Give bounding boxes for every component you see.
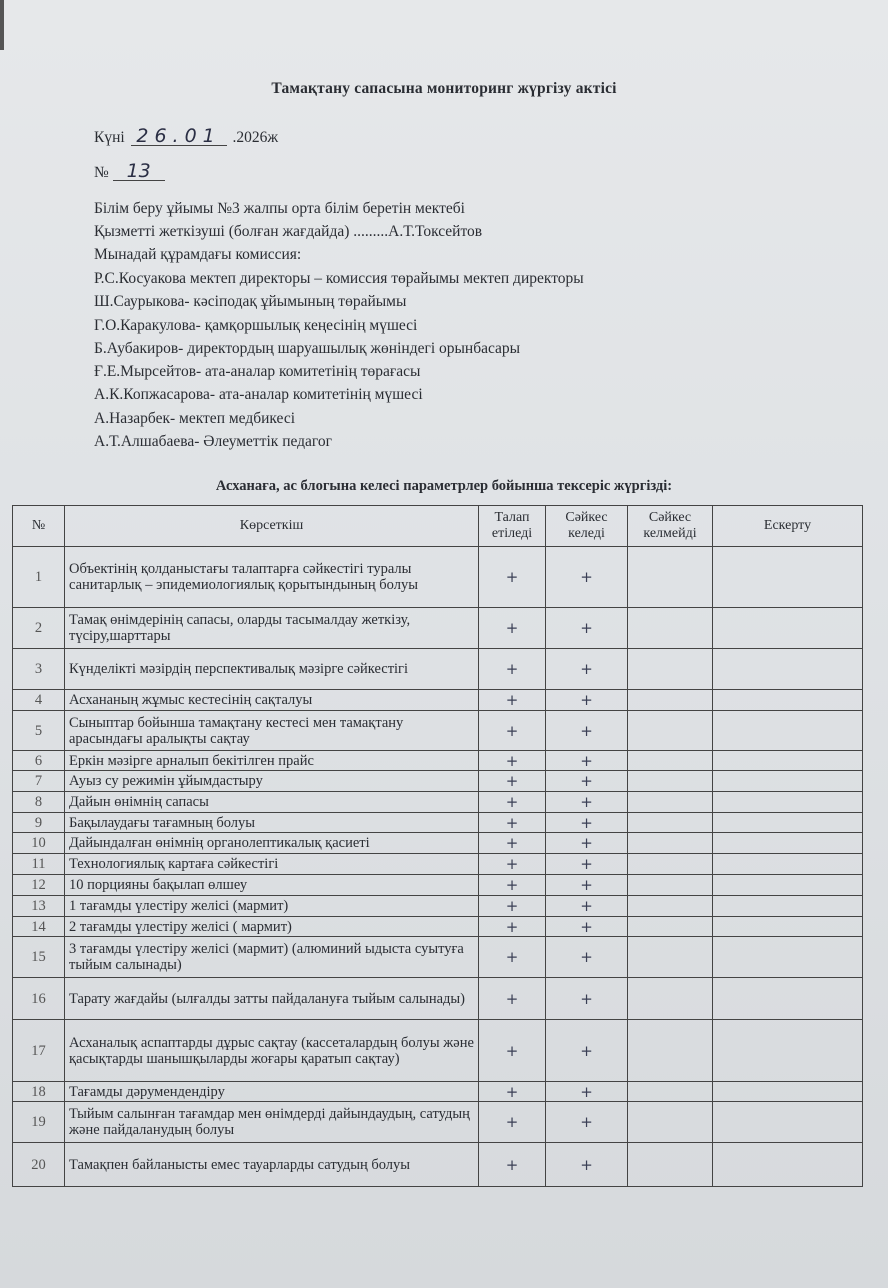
row-match-mark: + [546, 1020, 628, 1082]
row-note [713, 751, 863, 771]
row-number: 3 [13, 649, 65, 690]
row-nomatch-mark [628, 875, 713, 896]
row-number: 2 [13, 608, 65, 649]
table-row [13, 1102, 863, 1143]
column-header-note: Ескерту [713, 506, 863, 547]
row-match-mark: + [546, 896, 628, 917]
row-indicator: Технологиялық картаға сәйкестігі [65, 854, 479, 875]
row-number: 4 [13, 690, 65, 711]
row-match-mark: + [546, 608, 628, 649]
row-match-mark: + [546, 937, 628, 978]
info-line: Р.С.Косуакова мектеп директоры – комиссия төрайымы мектеп директоры [94, 270, 584, 287]
row-indicator: Асхананың жұмыс кестесінің сақталуы [65, 690, 479, 711]
row-match-mark: + [546, 1082, 628, 1102]
table-row [13, 771, 863, 792]
row-number: 13 [13, 896, 65, 917]
row-indicator: 3 тағамды үлестіру желісі (мармит) (алюминий ыдыста суытуға тыйым салынады) [65, 937, 479, 978]
table-row [13, 1143, 863, 1187]
row-indicator: 1 тағамды үлестіру желісі (мармит) [65, 896, 479, 917]
table-row [13, 875, 863, 896]
info-line: Ш.Саурыкова- кәсіподақ ұйымының төрайымы [94, 293, 407, 310]
row-required-mark: + [479, 937, 546, 978]
row-match-mark: + [546, 751, 628, 771]
row-nomatch-mark [628, 1082, 713, 1102]
row-number: 17 [13, 1020, 65, 1082]
row-required-mark: + [479, 1102, 546, 1143]
row-note [713, 771, 863, 792]
column-header-required: Талап етіледі [479, 506, 546, 547]
table-row [13, 917, 863, 937]
row-nomatch-mark [628, 751, 713, 771]
row-required-mark: + [479, 854, 546, 875]
row-required-mark: + [479, 792, 546, 813]
row-number: 7 [13, 771, 65, 792]
row-note [713, 833, 863, 854]
table-row [13, 833, 863, 854]
row-note [713, 711, 863, 751]
row-required-mark: + [479, 1082, 546, 1102]
row-required-mark: + [479, 547, 546, 608]
row-indicator: Асханалық аспаптарды дұрыс сақтау (кассеталардың болуы және қасықтарды шанышқыларды жоғары қаратып сақтау) [65, 1020, 479, 1082]
row-required-mark: + [479, 833, 546, 854]
row-indicator: Объектінің қолданыстағы талаптарға сәйкестігі туралы санитарлық – эпидемиологиялық қорытындының болуы [65, 547, 479, 608]
row-match-mark: + [546, 690, 628, 711]
row-indicator: Ауыз су режимін ұйымдастыру [65, 771, 479, 792]
row-note [713, 1020, 863, 1082]
row-required-mark: + [479, 608, 546, 649]
row-match-mark: + [546, 978, 628, 1020]
row-nomatch-mark [628, 690, 713, 711]
number-line [94, 162, 165, 182]
row-note [713, 813, 863, 833]
table-row [13, 792, 863, 813]
info-line: Б.Аубакиров- директордың шаруашылық жөніндегі орынбасары [94, 340, 521, 357]
row-required-mark: + [479, 1020, 546, 1082]
info-line: Мынадай құрамдағы комиссия: [94, 246, 302, 263]
row-note [713, 792, 863, 813]
row-match-mark: + [546, 1143, 628, 1187]
row-indicator: Еркін мәзірге арналып бекітілген прайс [65, 751, 479, 771]
row-note [713, 875, 863, 896]
row-indicator: Тарату жағдайы (ылғалды затты пайдалануға тыйым салынады) [65, 978, 479, 1020]
row-indicator: Күнделікті мәзірдің перспективалық мәзірге сәйкестігі [65, 649, 479, 690]
row-indicator: Дайын өнімнің сапасы [65, 792, 479, 813]
table-row [13, 711, 863, 751]
row-number: 15 [13, 937, 65, 978]
row-nomatch-mark [628, 813, 713, 833]
row-nomatch-mark [628, 1102, 713, 1143]
info-line: Қызметті жеткізуші (болған жағдайда) .........А.Т.Токсейтов [94, 223, 483, 240]
column-header-nomatch: Сәйкес келмейді [628, 506, 713, 547]
row-required-mark: + [479, 690, 546, 711]
date-line [94, 127, 278, 147]
row-match-mark: + [546, 833, 628, 854]
table-row [13, 751, 863, 771]
table-row [13, 896, 863, 917]
row-number: 9 [13, 813, 65, 833]
info-line: Ғ.Е.Мырсейтов- ата-аналар комитетінің төрағасы [94, 363, 421, 380]
info-line: А.К.Копжасарова- ата-аналар комитетінің мүшесі [94, 386, 423, 403]
row-required-mark: + [479, 1143, 546, 1187]
row-required-mark: + [479, 711, 546, 751]
table-row [13, 937, 863, 978]
row-required-mark: + [479, 917, 546, 937]
row-note [713, 547, 863, 608]
row-required-mark: + [479, 875, 546, 896]
row-required-mark: + [479, 896, 546, 917]
row-required-mark: + [479, 751, 546, 771]
row-number: 6 [13, 751, 65, 771]
row-note [713, 854, 863, 875]
row-note [713, 608, 863, 649]
table-row [13, 649, 863, 690]
table-row [13, 813, 863, 833]
row-note [713, 1102, 863, 1143]
row-match-mark: + [546, 1102, 628, 1143]
row-number: 12 [13, 875, 65, 896]
table-row [13, 978, 863, 1020]
column-header-number: № [13, 506, 65, 547]
row-note [713, 649, 863, 690]
row-indicator: 2 тағамды үлестіру желісі ( мармит) [65, 917, 479, 937]
row-match-mark: + [546, 547, 628, 608]
row-number: 5 [13, 711, 65, 751]
row-required-mark: + [479, 978, 546, 1020]
row-match-mark: + [546, 875, 628, 896]
row-number: 18 [13, 1082, 65, 1102]
row-nomatch-mark [628, 833, 713, 854]
row-match-mark: + [546, 649, 628, 690]
row-nomatch-mark [628, 937, 713, 978]
inspection-table [12, 505, 863, 1187]
row-number: 1 [13, 547, 65, 608]
column-header-indicator: Көрсеткіш [65, 506, 479, 547]
row-nomatch-mark [628, 854, 713, 875]
table-row [13, 1082, 863, 1102]
info-line: Г.О.Каракулова- қамқоршылық кеңесінің мүшесі [94, 317, 418, 334]
row-nomatch-mark [628, 649, 713, 690]
row-indicator: Тамақпен байланысты емес тауарларды сатудың болуы [65, 1143, 479, 1187]
table-heading: Асханаға, ас блогына келесі параметрлер бойынша тексеріс жүргізді: [215, 478, 673, 494]
row-number: 14 [13, 917, 65, 937]
row-note [713, 917, 863, 937]
row-note [713, 690, 863, 711]
row-required-mark: + [479, 813, 546, 833]
row-note [713, 1143, 863, 1187]
row-number: 20 [13, 1143, 65, 1187]
row-nomatch-mark [628, 1143, 713, 1187]
number-label: № [94, 164, 109, 181]
row-match-mark: + [546, 854, 628, 875]
row-nomatch-mark [628, 1020, 713, 1082]
table-row [13, 854, 863, 875]
column-header-match: Сәйкес келеді [546, 506, 628, 547]
row-indicator: Дайындалған өнімнің органолептикалық қасиеті [65, 833, 479, 854]
row-indicator: Сыныптар бойынша тамақтану кестесі мен тамақтану арасындағы аралықты сақтау [65, 711, 479, 751]
document-title: Тамақтану сапасына мониторинг жүргізу актісі [271, 80, 617, 97]
row-note [713, 896, 863, 917]
row-nomatch-mark [628, 978, 713, 1020]
table-header-row [13, 506, 863, 547]
table-row [13, 608, 863, 649]
info-line: А.Т.Алшабаева- Әлеуметтік педагог [94, 433, 333, 450]
row-match-mark: + [546, 792, 628, 813]
row-note [713, 978, 863, 1020]
row-indicator: 10 порцияны бақылап өлшеу [65, 875, 479, 896]
table-row [13, 690, 863, 711]
page-edge-mark [0, 0, 4, 50]
row-match-mark: + [546, 771, 628, 792]
row-number: 8 [13, 792, 65, 813]
row-indicator: Тамақ өнімдерінің сапасы, оларды тасымалдау жеткізу, түсіру,шарттары [65, 608, 479, 649]
info-line: Білім беру ұйымы №3 жалпы орта білім беретін мектебі [94, 200, 465, 217]
info-line: А.Назарбек- мектеп медбикесі [94, 410, 296, 427]
row-match-mark: + [546, 813, 628, 833]
row-nomatch-mark [628, 711, 713, 751]
table-row [13, 1020, 863, 1082]
row-required-mark: + [479, 771, 546, 792]
row-nomatch-mark [628, 792, 713, 813]
row-indicator: Бақылаудағы тағамның болуы [65, 813, 479, 833]
date-handwritten: 26.01 [131, 127, 227, 146]
row-number: 19 [13, 1102, 65, 1143]
row-required-mark: + [479, 649, 546, 690]
date-label: Күні [94, 129, 125, 146]
row-note [713, 1082, 863, 1102]
row-note [713, 937, 863, 978]
row-indicator: Тағамды дәрумендендіру [65, 1082, 479, 1102]
row-number: 11 [13, 854, 65, 875]
row-nomatch-mark [628, 547, 713, 608]
row-match-mark: + [546, 711, 628, 751]
row-nomatch-mark [628, 896, 713, 917]
row-number: 10 [13, 833, 65, 854]
row-nomatch-mark [628, 771, 713, 792]
date-year: .2026ж [232, 129, 279, 146]
row-nomatch-mark [628, 608, 713, 649]
row-number: 16 [13, 978, 65, 1020]
row-indicator: Тыйым салынған тағамдар мен өнімдерді дайындаудың, сатудың және пайдаланудың болуы [65, 1102, 479, 1143]
row-match-mark: + [546, 917, 628, 937]
table-row [13, 547, 863, 608]
number-handwritten: 13 [113, 162, 165, 181]
row-nomatch-mark [628, 917, 713, 937]
